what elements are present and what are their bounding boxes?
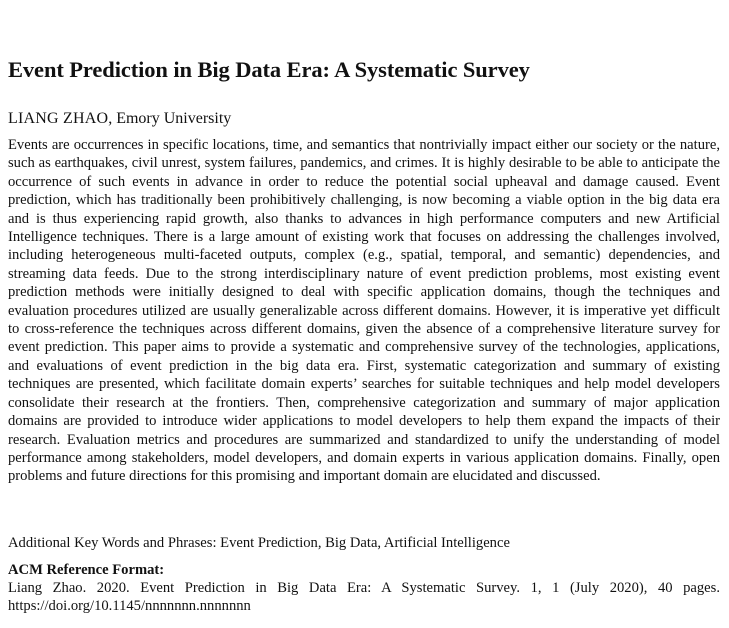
abstract-paragraph: Events are occurrences in specific locations, time, and semantics that nontrivially impact either our society or the nature, such as earthquakes, civil unrest, system failures, pandemics, and crimes. It is highly desirable to be able to anticipate the occurrence of such events in advance in order to reduce the potential social upheaval and damage caused. Event prediction, which has traditionally been prohibitively challenging, is now becoming a viable option in the big data era and is thus experiencing rapid growth, also thanks to advances in high performance computers and new Artificial Intelligence techniques. There is a large amount of existing work that focuses on addressing the challenges involved, including heterogeneous multi-faceted outputs, complex (e.g., spatial, temporal, and semantic) dependencies, and streaming data feeds. Due to the strong interdisciplinary nature of event prediction problems, most existing event prediction methods were initially designed to deal with specific application domains, though the techniques and evaluation procedures utilized are usually generalizable across different domains. However, it is imperative yet difficult to cross-reference the techniques across different domains, given the absence of a comprehensive literature survey for event prediction. This paper aims to provide a systematic and comprehensive survey of the technologies, applications, and evaluations of event prediction in the big data era. First, systematic categorization and summary of existing techniques are presented, which facilitate domain experts’ searches for suitable techniques and help model developers consolidate their research at the frontiers. Then, comprehensive categorization and summary of major application domains are provided to introduce wider applications to model developers to help them expand the impacts of their research. Evaluation metrics and procedures are summarized and standardized to unify the understanding of model performance among stakeholders, model developers, and domain experts in various application domains. Finally, open problems and future directions for this promising and important domain are elucidated and discussed. — [8, 137, 720, 485]
reference-citation: Liang Zhao. 2020. Event Prediction in Big Data Era: A Systematic Survey. 1, 1 (July 2020), 40 pages. https://doi.org/10.1145/nnnnnnn.nnnnnnn — [8, 580, 720, 615]
author-line — [8, 109, 231, 129]
paper-title: Event Prediction in Big Data Era: A Systematic Survey — [8, 57, 530, 82]
reference-heading: ACM Reference Format: — [8, 562, 165, 578]
author-name: LIANG ZHAO — [8, 110, 109, 127]
author-affiliation: , Emory University — [108, 110, 232, 127]
keywords-line: Additional Key Words and Phrases: Event Prediction, Big Data, Artificial Intelligence — [8, 535, 510, 551]
